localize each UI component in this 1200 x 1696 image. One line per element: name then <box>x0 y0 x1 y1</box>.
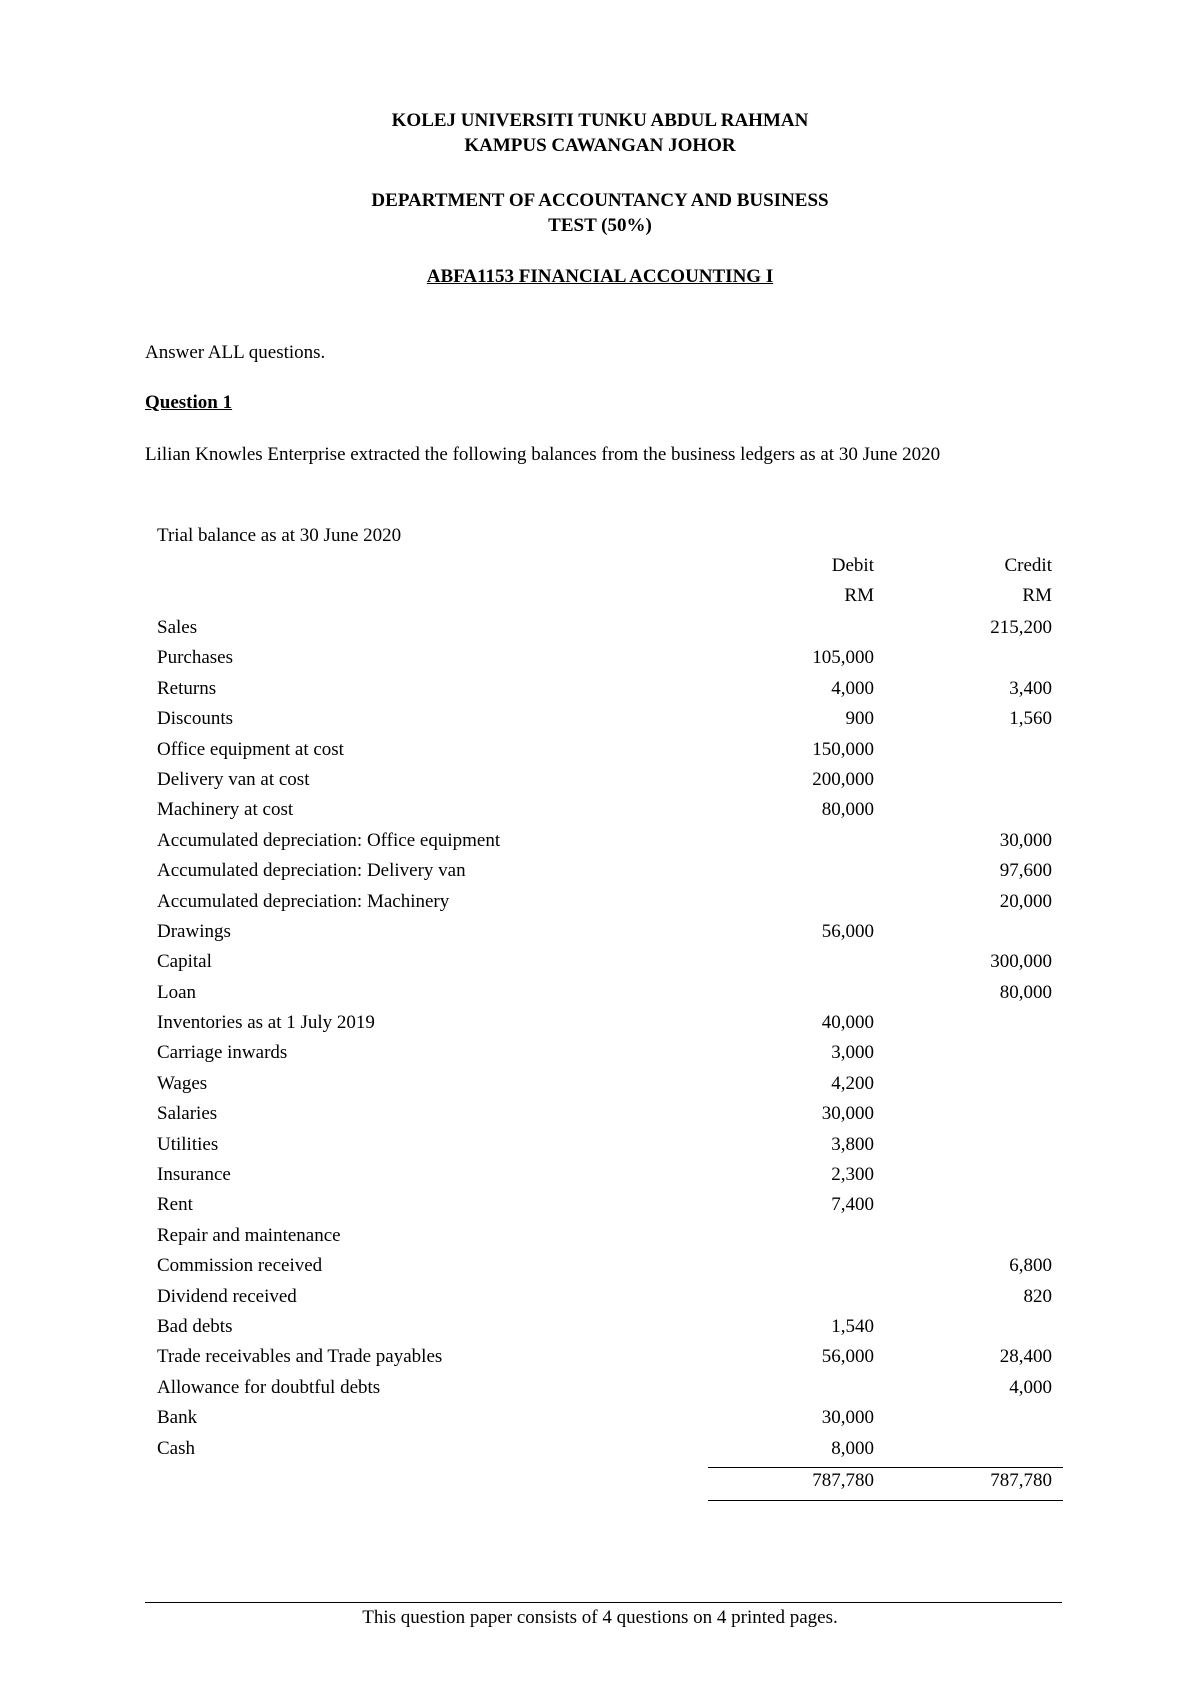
table-row <box>157 947 1057 977</box>
table-row <box>157 735 1057 765</box>
table-row <box>157 1282 1057 1312</box>
table-row <box>157 643 1057 673</box>
debit-unit: RM <box>844 585 874 606</box>
debit-value: 40,000 <box>821 1012 874 1034</box>
table-row <box>157 1069 1057 1099</box>
department-name: DEPARTMENT OF ACCOUNTANCY AND BUSINESS <box>371 190 829 211</box>
account-name: Bad debts <box>157 1315 233 1337</box>
account-name: Accumulated depreciation: Delivery van <box>157 860 466 882</box>
account-name: Purchases <box>157 647 233 669</box>
debit-value: 4,000 <box>831 677 874 699</box>
account-name: Utilities <box>157 1133 219 1155</box>
account-name: Machinery at cost <box>157 799 294 821</box>
debit-value: 200,000 <box>812 768 874 790</box>
table-row <box>157 1130 1057 1160</box>
table-row <box>157 1190 1057 1220</box>
table-row <box>157 917 1057 947</box>
header-institution <box>0 108 1200 158</box>
debit-value: 30,000 <box>821 1103 874 1125</box>
table-row <box>157 704 1057 734</box>
table-row <box>157 1403 1057 1433</box>
table-row <box>157 1008 1057 1038</box>
debit-value: 105,000 <box>812 647 874 669</box>
instruction-text: Answer ALL questions. <box>145 342 326 363</box>
table-row <box>157 887 1057 917</box>
credit-heading: Credit <box>1004 555 1052 576</box>
table-row <box>157 795 1057 825</box>
account-name: Discounts <box>157 708 233 730</box>
account-name: Inventories as at 1 July 2019 <box>157 1012 375 1034</box>
header-department <box>0 188 1200 238</box>
table-row <box>157 856 1057 886</box>
account-name: Wages <box>157 1072 208 1094</box>
debit-value: 30,000 <box>821 1407 874 1429</box>
table-row <box>157 1342 1057 1372</box>
total-credit: 787,780 <box>990 1470 1052 1491</box>
account-name: Accumulated depreciation: Office equipment <box>157 829 501 851</box>
table-row <box>157 1312 1057 1342</box>
credit-value: 215,200 <box>990 617 1052 638</box>
credit-value: 28,400 <box>999 1346 1052 1368</box>
account-name: Trade receivables and Trade payables <box>157 1346 443 1368</box>
debit-value: 80,000 <box>821 799 874 821</box>
account-name: Commission received <box>157 1255 323 1277</box>
table-row <box>157 1099 1057 1129</box>
table-row <box>157 826 1057 856</box>
account-name: Allowance for doubtful debts <box>157 1376 381 1398</box>
account-name: Salaries <box>157 1103 218 1125</box>
debit-value: 3,800 <box>831 1133 874 1155</box>
account-name: Bank <box>157 1407 198 1429</box>
credit-value: 6,800 <box>1009 1255 1052 1277</box>
debit-value: 8,000 <box>831 1437 874 1459</box>
table-row <box>157 1251 1057 1281</box>
university-name: KOLEJ UNIVERSITI TUNKU ABDUL RAHMAN <box>391 110 809 131</box>
table-row <box>157 1160 1057 1190</box>
header-course <box>0 264 1200 289</box>
account-name: Returns <box>157 677 217 699</box>
credit-value: 4,000 <box>1009 1376 1052 1398</box>
credit-value: 820 <box>1023 1285 1052 1307</box>
credit-value: 300,000 <box>990 951 1052 973</box>
credit-value: 1,560 <box>1009 708 1052 730</box>
debit-value: 56,000 <box>821 920 874 942</box>
debit-value: 900 <box>845 708 874 730</box>
credit-unit: RM <box>1022 585 1052 606</box>
account-name: Capital <box>157 951 212 973</box>
debit-value: 7,400 <box>831 1194 874 1216</box>
credit-value: 30,000 <box>999 829 1052 851</box>
test-weight: TEST (50%) <box>548 215 652 236</box>
footer-note: This question paper consists of 4 questions on 4 printed pages. <box>362 1607 838 1628</box>
footer-divider <box>145 1602 1062 1603</box>
account-name: Office equipment at cost <box>157 738 344 760</box>
table-row <box>157 1038 1057 1068</box>
credit-value: 97,600 <box>999 860 1052 882</box>
credit-value: 3,400 <box>1009 677 1052 699</box>
account-name: Loan <box>157 981 197 1003</box>
debit-value: 4,200 <box>831 1072 874 1094</box>
account-name: Insurance <box>157 1164 231 1186</box>
trial-balance-rows <box>157 613 1057 1464</box>
debit-value: 3,000 <box>831 1042 874 1064</box>
account-name: Carriage inwards <box>157 1042 288 1064</box>
course-title: ABFA1153 FINANCIAL ACCOUNTING I <box>426 266 774 287</box>
total-debit: 787,780 <box>812 1470 874 1491</box>
table-row <box>157 1221 1057 1251</box>
debit-heading: Debit <box>831 555 874 576</box>
credit-value: 80,000 <box>999 981 1052 1003</box>
table-row <box>157 978 1057 1008</box>
account-name: Sales <box>157 617 198 638</box>
account-name: Rent <box>157 1194 193 1216</box>
debit-value: 2,300 <box>831 1164 874 1186</box>
table-row <box>157 613 1057 643</box>
account-name: Delivery van at cost <box>157 768 310 790</box>
question-intro: Lilian Knowles Enterprise extracted the following balances from the business ledgers as at 30 June 2020 <box>145 444 941 465</box>
account-name: Accumulated depreciation: Machinery <box>157 890 450 912</box>
debit-value: 56,000 <box>821 1346 874 1368</box>
trial-balance-title: Trial balance as at 30 June 2020 <box>157 525 402 546</box>
total-rule-top <box>708 1467 1063 1468</box>
debit-value: 150,000 <box>812 738 874 760</box>
total-rule-bottom <box>708 1500 1063 1501</box>
credit-value: 20,000 <box>999 890 1052 912</box>
table-row <box>157 1373 1057 1403</box>
account-name: Drawings <box>157 920 231 942</box>
table-row <box>157 1434 1057 1464</box>
debit-value: 1,540 <box>831 1315 874 1337</box>
campus-name: KAMPUS CAWANGAN JOHOR <box>464 135 736 156</box>
account-name: Repair and maintenance <box>157 1224 341 1246</box>
question-title: Question 1 <box>145 392 233 413</box>
table-row <box>157 674 1057 704</box>
account-name: Cash <box>157 1437 195 1459</box>
table-row <box>157 765 1057 795</box>
account-name: Dividend received <box>157 1285 297 1307</box>
